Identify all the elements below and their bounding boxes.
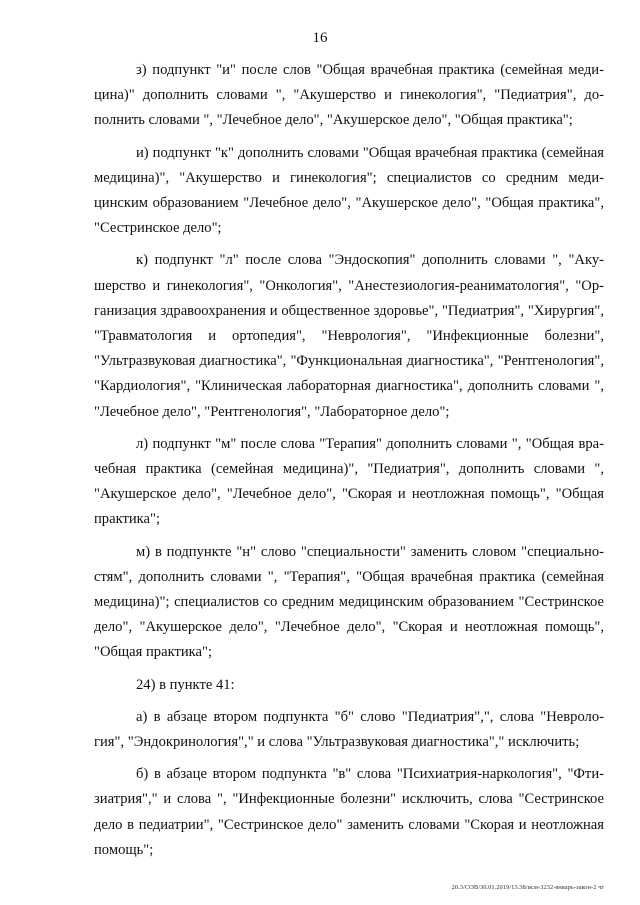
document-body (94, 58, 604, 863)
paragraph-m: м) в подпункте "н" слово "специальности" заменить словом "специальностям", дополнить словами ", "Терапия", "Общая врачебная практика (семейная медицина)"; специалистов со средним медицинским образованием "Сестринское дело", "Акушерское дело", "Лечебное дело", "Скорая и неотложная помощь", "Общая практика"; (94, 543, 604, 661)
paragraph-b: б) в абзаце втором подпункта "в" слова "Психиатрия-наркология", "Фтизиатрия"," и слова ", "Инфекционные болезни" исключить, слова "Сестринское дело в педиатрии", "Сестринское дело" заменить словами "Скорая и неотложная помощь"; (94, 766, 604, 858)
paragraph-i: и) подпункт "к" дополнить словами "Общая врачебная практика (семейная медицина)", "Акушерство и гинекология"; специалистов со средним медицинским образованием "Лечебное дело", "Акушерское дело", "Общая практика", "Сестринское дело"; (94, 144, 604, 237)
paragraph-l: л) подпункт "м" после слова "Терапия" дополнить словами ", "Общая врачебная практика (семейная медицина)", "Педиатрия", дополнить словами ", "Акушерское дело", "Лечебное дело", "Скорая и неотложная помощь", "Общая практика"; (94, 435, 604, 528)
paragraph-k: к) подпункт "л" после слова "Эндоскопия" дополнить словами ", "Акушерство и гинекология", "Онкология", "Анестезиология-реаниматология", "Организация здравоохранения и общественное здоровье", "Педиатрия", "Хирургия", "Травматология и ортопедия", "Неврология", "Инфекционные болезни", "Ультразвуковая диагностика", "Функциональная диагностика", "Рентгенология", "Кардиология", "Клиническая лабораторная диагностика", дополнить словами ", "Лечебное дело", "Рентгенология", "Лабораторное дело"; (94, 252, 604, 420)
page-number: 16 (312, 30, 328, 46)
footer-document-code: 20.3/СОВ/30.01.2019/13.38/исм-3232-январь-закон-2 чг (451, 884, 604, 891)
paragraph-a: а) в абзаце втором подпункта "б" слово "Педиатрия",", слова "Неврология", "Эндокринология"," и слова "Ультразвуковая диагностика"," исключить; (94, 708, 604, 751)
paragraph-24: 24) в пункте 41: (136, 676, 235, 693)
paragraph-z: з) подпункт "и" после слов "Общая врачебная практика (семейная медицина)" дополнить словами ", "Акушерство и гинекология", "Педиатрия", дополнить словами ", "Лечебное дело", "Акушерское дело", "Общая практика"; (94, 62, 604, 129)
